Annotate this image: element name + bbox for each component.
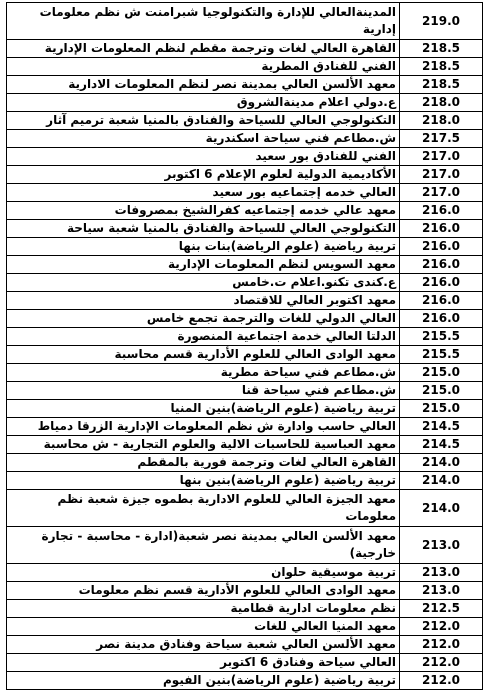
minimum-score: 218.5 xyxy=(400,58,483,76)
table-row xyxy=(7,564,483,582)
minimum-score: 218.5 xyxy=(400,76,483,94)
table-row xyxy=(7,346,483,364)
minimum-score: 214.0 xyxy=(400,490,483,527)
table-row xyxy=(7,382,483,400)
table-row xyxy=(7,292,483,310)
institute-name: العالي سياحة وفنادق 6 اكتوبر xyxy=(7,654,400,672)
institute-name: ع.كندى تكنو.اعلام ت.خامس xyxy=(7,274,400,292)
institute-name: معهد الوادى العالي للعلوم الأدارية قسم محاسبة xyxy=(7,346,400,364)
minimum-score: 216.0 xyxy=(400,310,483,328)
minimum-score: 212.0 xyxy=(400,672,483,690)
table-row xyxy=(7,310,483,328)
institute-name: القاهرة العالي لغات وترجمة مقطم لنظم المعلومات الإدارية xyxy=(7,40,400,58)
institute-name: معهد الوادى العالي للعلوم الأدارية قسم نظم معلومات xyxy=(7,582,400,600)
minimum-score: 215.0 xyxy=(400,400,483,418)
table-row xyxy=(7,202,483,220)
table-row xyxy=(7,166,483,184)
minimum-score: 218.5 xyxy=(400,40,483,58)
minimum-score: 213.0 xyxy=(400,527,483,564)
minimum-score: 213.0 xyxy=(400,582,483,600)
table-row xyxy=(7,274,483,292)
institute-name: معهد العباسية للحاسبات الالية والعلوم التجارية - ش محاسبة xyxy=(7,436,400,454)
institute-name: تربية رياضية (علوم الرياضة)بنين الفيوم xyxy=(7,672,400,690)
minimum-score: 212.0 xyxy=(400,618,483,636)
table-row xyxy=(7,672,483,690)
institute-name: المدينةالعالي للإدارة والتكنولوجيا شبرامنت ش نظم معلومات إدارية xyxy=(7,3,400,40)
institute-name: ش.مطاعم فني سياحة قنا xyxy=(7,382,400,400)
institute-name: تربية موسيقية حلوان xyxy=(7,564,400,582)
table-row xyxy=(7,582,483,600)
institute-name: العالي الدولي للغات والترجمة تجمع خامس xyxy=(7,310,400,328)
table-row xyxy=(7,94,483,112)
table-row xyxy=(7,436,483,454)
table-row xyxy=(7,148,483,166)
institute-name: معهد الألسن العالي شعبة سياحة وفنادق مدينة نصر xyxy=(7,636,400,654)
minimum-score: 214.5 xyxy=(400,418,483,436)
table-row xyxy=(7,238,483,256)
table-row xyxy=(7,184,483,202)
minimum-score: 215.5 xyxy=(400,346,483,364)
minimum-score: 216.0 xyxy=(400,238,483,256)
institute-name: التكنولوجي العالي للسياحة والفنادق بالمنيا شعبة ترميم آثار xyxy=(7,112,400,130)
institute-name: معهد السويس لنظم المعلومات الإدارية xyxy=(7,256,400,274)
table-row xyxy=(7,472,483,490)
minimum-score: 216.0 xyxy=(400,256,483,274)
institute-name: الأكاديمية الدولية لعلوم الإعلام 6 اكتوبر xyxy=(7,166,400,184)
institute-name: ع.دولي اعلام مدينةالشروق xyxy=(7,94,400,112)
minimum-score: 219.0 xyxy=(400,3,483,40)
minimum-score: 216.0 xyxy=(400,202,483,220)
table-row xyxy=(7,400,483,418)
table-body xyxy=(7,3,483,690)
minimum-score: 217.0 xyxy=(400,184,483,202)
institute-name: معهد عالي خدمه إجتماعيه كفرالشيخ بمصروفات xyxy=(7,202,400,220)
institute-name: معهد الجيزة العالي للعلوم الادارية بطموه جيزة شعبة نظم معلومات xyxy=(7,490,400,527)
minimum-score: 215.5 xyxy=(400,328,483,346)
institute-name: العالي حاسب وادارة ش نظم المعلومات الإدارية الزرقا دمياط xyxy=(7,418,400,436)
minimum-score: 216.0 xyxy=(400,220,483,238)
table-row xyxy=(7,618,483,636)
minimum-score: 217.0 xyxy=(400,148,483,166)
table-row xyxy=(7,364,483,382)
table-row xyxy=(7,654,483,672)
table-row xyxy=(7,636,483,654)
table-row xyxy=(7,112,483,130)
institute-name: معهد الألسن العالي بمدينة نصر لنظم المعلومات الادارية xyxy=(7,76,400,94)
minimum-score: 215.0 xyxy=(400,364,483,382)
minimum-score: 217.5 xyxy=(400,130,483,148)
table-row xyxy=(7,600,483,618)
minimum-score: 217.0 xyxy=(400,166,483,184)
institute-name: القاهرة العالي لغات وترجمة فورية بالمقطم xyxy=(7,454,400,472)
table-row xyxy=(7,490,483,527)
minimum-score: 218.0 xyxy=(400,112,483,130)
institute-name: معهد اكتوبر العالي للاقتصاد xyxy=(7,292,400,310)
table-row xyxy=(7,40,483,58)
institute-name: معهد المنيا العالي للغات xyxy=(7,618,400,636)
institute-name: تربية رياضية (علوم الرياضة)بنات بنها xyxy=(7,238,400,256)
institute-name: نظم معلومات ادارية قطامية xyxy=(7,600,400,618)
minimum-score: 212.5 xyxy=(400,600,483,618)
minimum-score: 218.0 xyxy=(400,94,483,112)
table-row xyxy=(7,454,483,472)
table-row xyxy=(7,328,483,346)
institute-name: ش.مطاعم فني سياحة مطرية xyxy=(7,364,400,382)
institute-name: الفني للفنادق المطرية xyxy=(7,58,400,76)
table-row xyxy=(7,220,483,238)
table-row xyxy=(7,3,483,40)
institute-name: الفني للفنادق بور سعيد xyxy=(7,148,400,166)
table-row xyxy=(7,418,483,436)
minimum-score: 212.0 xyxy=(400,636,483,654)
institute-name: التكنولوجي العالي للسياحة والفنادق بالمنيا شعبة سياحة xyxy=(7,220,400,238)
institute-name: العالي خدمه إجتماعيه بور سعيد xyxy=(7,184,400,202)
table-row xyxy=(7,76,483,94)
minimum-score: 215.0 xyxy=(400,382,483,400)
institute-name: معهد الألسن العالي بمدينة نصر شعبة(ادارة - محاسبة - تجارة خارجية) xyxy=(7,527,400,564)
institute-name: تربية رياضية (علوم الرياضة)بنين المنيا xyxy=(7,400,400,418)
institutes-table xyxy=(6,2,483,690)
table-row xyxy=(7,58,483,76)
minimum-score: 216.0 xyxy=(400,292,483,310)
table-row xyxy=(7,130,483,148)
table-row xyxy=(7,256,483,274)
minimum-score: 213.0 xyxy=(400,564,483,582)
institute-name: ش.مطاعم فني سياحة اسكندرية xyxy=(7,130,400,148)
institute-name: تربية رياضية (علوم الرياضة)بنين بنها xyxy=(7,472,400,490)
minimum-score: 214.5 xyxy=(400,436,483,454)
institute-name: الدلتا العالي خدمة اجتماعية المنصورة xyxy=(7,328,400,346)
minimum-score: 214.0 xyxy=(400,472,483,490)
minimum-score: 214.0 xyxy=(400,454,483,472)
table-row xyxy=(7,527,483,564)
minimum-score: 212.0 xyxy=(400,654,483,672)
minimum-score: 216.0 xyxy=(400,274,483,292)
